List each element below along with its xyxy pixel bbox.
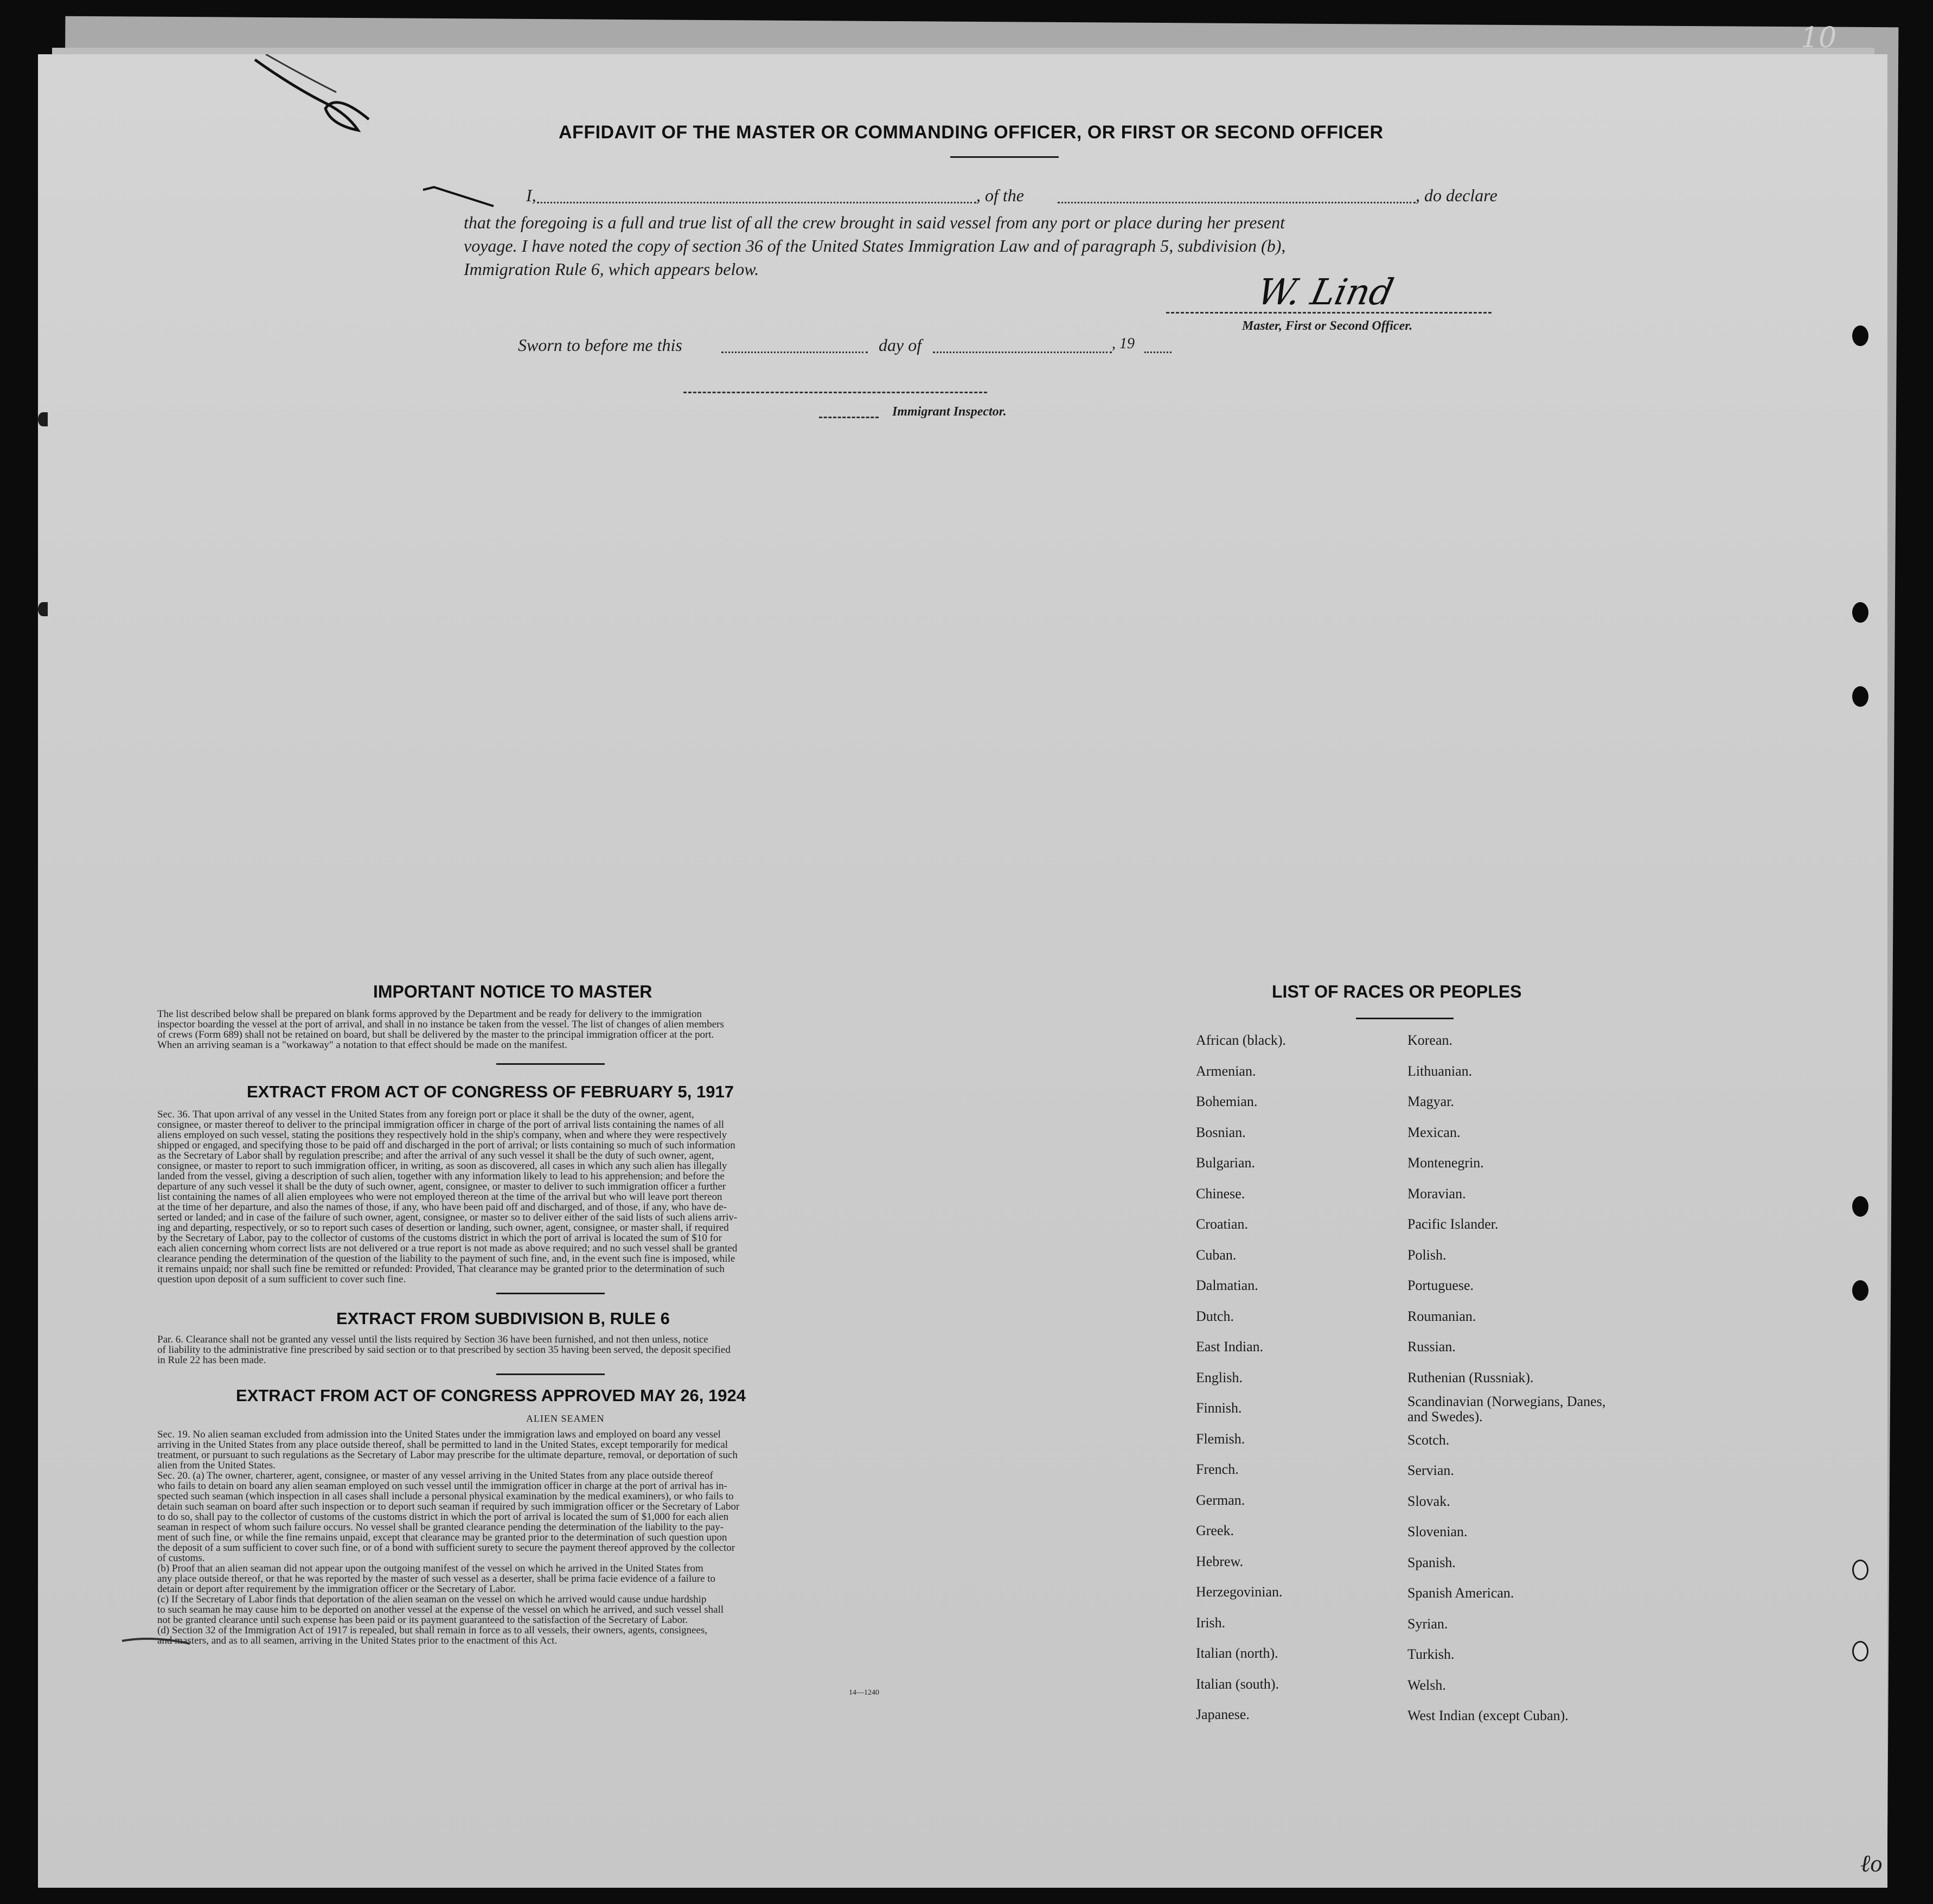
race-item: Spanish. <box>1407 1554 1456 1570</box>
race-item: Finnish. <box>1196 1400 1242 1416</box>
race-item: Hebrew. <box>1196 1553 1244 1569</box>
signature: W. Lind <box>1253 271 1398 313</box>
race-item: Servian. <box>1407 1462 1454 1478</box>
race-item: Irish. <box>1196 1614 1226 1631</box>
race-item: Bohemian. <box>1196 1094 1258 1109</box>
binder-hole-icon <box>1852 325 1868 346</box>
binder-hole-icon <box>1852 1560 1868 1580</box>
race-item: Bulgarian. <box>1196 1155 1256 1171</box>
sworn-year-field[interactable] <box>1144 352 1172 353</box>
binder-hole-icon <box>1852 1196 1868 1217</box>
race-item: Ruthenian (Russniak). <box>1407 1369 1534 1385</box>
extract-rule6-title: EXTRACT FROM SUBDIVISION B, RULE 6 <box>336 1309 670 1328</box>
page-corner-number: 10 <box>1801 22 1837 54</box>
races-left-column <box>1196 1025 1286 1730</box>
affidavit-title: AFFIDAVIT OF THE MASTER OR COMMANDING OFFICER, OR FIRST OR SECOND OFFICER <box>559 122 1384 143</box>
race-item: Herzegovinian. <box>1196 1584 1283 1600</box>
race-item: Croatian. <box>1196 1216 1249 1232</box>
binder-hole-icon <box>1852 602 1868 623</box>
sworn-text: Sworn to before me this <box>518 335 682 355</box>
race-item: English. <box>1196 1369 1243 1385</box>
race-item: Moravian. <box>1407 1185 1466 1202</box>
margin-mark <box>38 412 48 426</box>
affidavit-i: I, <box>526 186 536 205</box>
races-right-column <box>1407 1025 1614 1732</box>
affidavit-line4: Immigration Rule 6, which appears below. <box>464 259 759 279</box>
race-item: African (black). <box>1196 1032 1286 1048</box>
divider <box>496 1373 605 1375</box>
race-item: West Indian (except Cuban). <box>1407 1708 1569 1723</box>
extract-1917-title: EXTRACT FROM ACT OF CONGRESS OF FEBRUARY 5, 1917 <box>247 1082 734 1101</box>
signer-caption: Master, First or Second Officer. <box>1242 319 1413 333</box>
race-item: Scandinavian (Norwegians, Danes, and Swedes). <box>1407 1394 1606 1424</box>
race-item: French. <box>1196 1461 1239 1477</box>
binder-hole-icon <box>1852 1641 1868 1662</box>
name-field[interactable] <box>537 202 976 203</box>
divider <box>950 156 1059 158</box>
race-item: German. <box>1196 1492 1245 1508</box>
race-item: Turkish. <box>1407 1646 1455 1662</box>
year-text: , 19 <box>1112 335 1135 352</box>
pencil-mark <box>119 1630 195 1652</box>
inspector-line <box>683 392 987 393</box>
race-item: Montenegrin. <box>1407 1155 1484 1171</box>
race-item: Dalmatian. <box>1196 1277 1258 1293</box>
divider <box>1356 1018 1454 1019</box>
race-item: Mexican. <box>1407 1124 1461 1140</box>
divider <box>496 1063 605 1065</box>
corner-mark: ℓo <box>1860 1850 1883 1877</box>
race-item: Cuban. <box>1196 1247 1237 1263</box>
inspector-line-short <box>819 417 879 418</box>
race-item: Chinese. <box>1196 1185 1245 1202</box>
race-item: Korean. <box>1407 1032 1453 1048</box>
race-item: Lithuanian. <box>1407 1063 1473 1079</box>
margin-mark <box>38 602 48 616</box>
race-item: Italian (north). <box>1196 1645 1278 1661</box>
race-item: East Indian. <box>1196 1339 1264 1354</box>
extract-rule6-text: Par. 6. Clearance shall not be granted any vessel until the lists required by Section 36 have been furnished, and not then unless, notice of liability to the administrative fine prescribed by said section or to that prescribed by section 35 having been served, the deposit specified in Rule 22 has been made. <box>157 1334 731 1366</box>
affidavit-line3: voyage. I have noted the copy of section 36 of the United States Immigration Law and of paragraph 5, subdivision (b), <box>464 236 1286 255</box>
race-item: Slovak. <box>1407 1493 1450 1509</box>
races-title: LIST OF RACES OR PEOPLES <box>1272 982 1522 1001</box>
extract-1924-text: Sec. 19. No alien seaman excluded from admission into the United States under the immigration laws and employed on board any vessel arriving in the United States from any place outside thereof, shall be permitted to land in the United States, except temporarily for medical treatment, or pursuant to such regulations as the Secretary of Labor may prescribe for the ultimate departure, removal, or deportation of such alien from the United States. Sec. 20. (a) The owner, charterer, agent, consignee, or master of any vessel arriving in the United States from any place outside thereof who fails to detain on board any alien seaman employed on such vessel until the immigration officer in charge at the port of arrival has in- spected such seaman (which inspection in all cases shall include a personal physical examination by the medical examiners), or who fails to detain such seaman on board after such inspection or to deport such seaman if required by such immigration officer or the Secretary of Labor to do so, shall pay to the collector of customs of the customs district in which the port of arrival is located the sum of $1,000 for each alien seaman in respect of whom such failure occurs. No vessel shall be granted clearance pending the determination of the liability to the pay- ment of such fine, or while the fine remains unpaid, except that clearance may be granted prior to the determination of such question upon the deposit of a sum sufficient to cover such fine, or of a bond with sufficient surety to secure the payment thereof approved by the collector of customs. (b) Proof that an alien seaman did not appear upon the outgoing manifest of the vessel on which he arrived in the United States from any place outside thereof, or that he was reported by the master of such vessel as a deserter, shall be prima facie evidence of a failure to detain or deport after requirement by the immigration officer or the Secretary of Labor. (c) If the Secretary of Labor finds that deportation of the alien seaman on the vessel on which he arrived would cause undue hardship to such seaman he may cause him to be deported on another vessel at the expense of the vessel on which he arrived, and such vessel shall not be granted clearance until such expense has been paid or its payment guaranteed to the satisfaction of the Secretary of Labor. (d) Section 32 of the Immigration Act of 1917 is repealed, but shall remain in force as to all vessels, their owners, agents, consignees, and masters, and as to all seamen, arriving in the United States prior to the enactment of this Act. <box>157 1429 740 1646</box>
affidavit-of-the: , of the <box>976 186 1024 205</box>
extract-1924-subtitle: ALIEN SEAMEN <box>526 1413 605 1424</box>
race-item: Roumanian. <box>1407 1308 1476 1324</box>
sworn-month-field[interactable] <box>933 352 1112 353</box>
race-item: Spanish American. <box>1407 1585 1514 1601</box>
race-item: Dutch. <box>1196 1308 1234 1324</box>
affidavit-line2: that the foregoing is a full and true list of all the crew brought in said vessel from any port or place during her present <box>464 213 1285 232</box>
race-item: Greek. <box>1196 1523 1234 1538</box>
binder-hole-icon <box>1852 1280 1868 1301</box>
race-item: Armenian. <box>1196 1063 1256 1079</box>
race-item: Italian (south). <box>1196 1676 1279 1692</box>
day-of-text: day of <box>879 335 922 355</box>
race-item: Japanese. <box>1196 1707 1250 1722</box>
affidavit-declare: , do declare <box>1416 186 1497 205</box>
race-item: Welsh. <box>1407 1677 1446 1693</box>
race-item: Portuguese. <box>1407 1277 1474 1293</box>
inspector-caption: Immigrant Inspector. <box>892 405 1007 419</box>
binder-hole-icon <box>1852 686 1868 707</box>
extract-1924-title: EXTRACT FROM ACT OF CONGRESS APPROVED MAY 26, 1924 <box>236 1386 746 1405</box>
form-number: 14—1240 <box>849 1689 879 1697</box>
race-item: Flemish. <box>1196 1430 1245 1447</box>
race-item: Syrian. <box>1407 1615 1448 1632</box>
race-item: Russian. <box>1407 1339 1456 1354</box>
extract-1917-text: Sec. 36. That upon arrival of any vessel in the United States from any foreign port or place it shall be the duty of the owner, agent, consignee, or master thereof to deliver to the principal immigration officer in charge of the port of arrival lists containing the names of all aliens employed on such vessel, stating the positions they respectively hold in the ship's company, when and where they were respectively shipped or engaged, and specifying those to be paid off and discharged in the port of arrival; or lists containing so much of such information as the Secretary of Labor shall by regulation prescribe; and after the arrival of any such vessel it shall be the duty of such owner, agent, consignee, or master to report to such immigration officer, in writing, as soon as discovered, all cases in which any such alien has illegally landed from the vessel, giving a description of such alien, together with any information likely to lead to his apprehension; and before the departure of any such vessel it shall be the duty of such owner, agent, consignee, or master to deliver to such immigration officer a further list containing the names of all alien employees who were not employed thereon at the time of the arrival but who will leave port thereon at the time of her departure, and also the names of those, if any, who have been paid off and discharged, and of those, if any, who have de- serted or landed; and in case of the failure of such owner, agent, consignee, or master so to deliver either of the said lists of such aliens arriv- ing and departing, respectively, or so to report such cases of desertion or landing, such owner, agent, consignee, or master shall, if required by the Secretary of Labor, pay to the collector of customs of the customs district in which the port of arrival is located the sum of $10 for each alien concerning whom correct lists are not delivered or a true report is not made as above required; and no such vessel shall be granted clearance pending the determination of the question of the liability to the payment of such fine, and, in the event such fine is imposed, while it remains unpaid; nor shall such fine be remitted or refunded: Provided, That clearance may be granted prior to the determination of such question upon deposit of a sum sufficient to cover such fine. <box>157 1109 738 1285</box>
race-item: Pacific Islander. <box>1407 1216 1499 1232</box>
race-item: Magyar. <box>1407 1094 1454 1109</box>
string-tie <box>244 54 418 141</box>
divider <box>496 1293 605 1294</box>
document-page <box>38 54 1887 1888</box>
race-item: Slovenian. <box>1407 1524 1468 1539</box>
notice-text: The list described below shall be prepared on blank forms approved by the Department and be ready for delivery to the immigration inspector boarding the vessel at the port of arrival, and shall in no instance be taken from the vessel. The list of changes of alien members of crews (Form 689) shall not be retained on board, but shall be delivered by the master to the principal immigration officer at the port. When an arriving seaman is a "workaway" a notation to that effect should be made on the manifest. <box>157 1008 724 1051</box>
sworn-date-field[interactable] <box>721 352 868 353</box>
notice-title: IMPORTANT NOTICE TO MASTER <box>373 982 652 1001</box>
race-item: Bosnian. <box>1196 1124 1246 1140</box>
race-item: Polish. <box>1407 1247 1446 1263</box>
vessel-field[interactable] <box>1058 202 1416 203</box>
race-item: Scotch. <box>1407 1432 1450 1448</box>
check-mark <box>418 174 499 212</box>
